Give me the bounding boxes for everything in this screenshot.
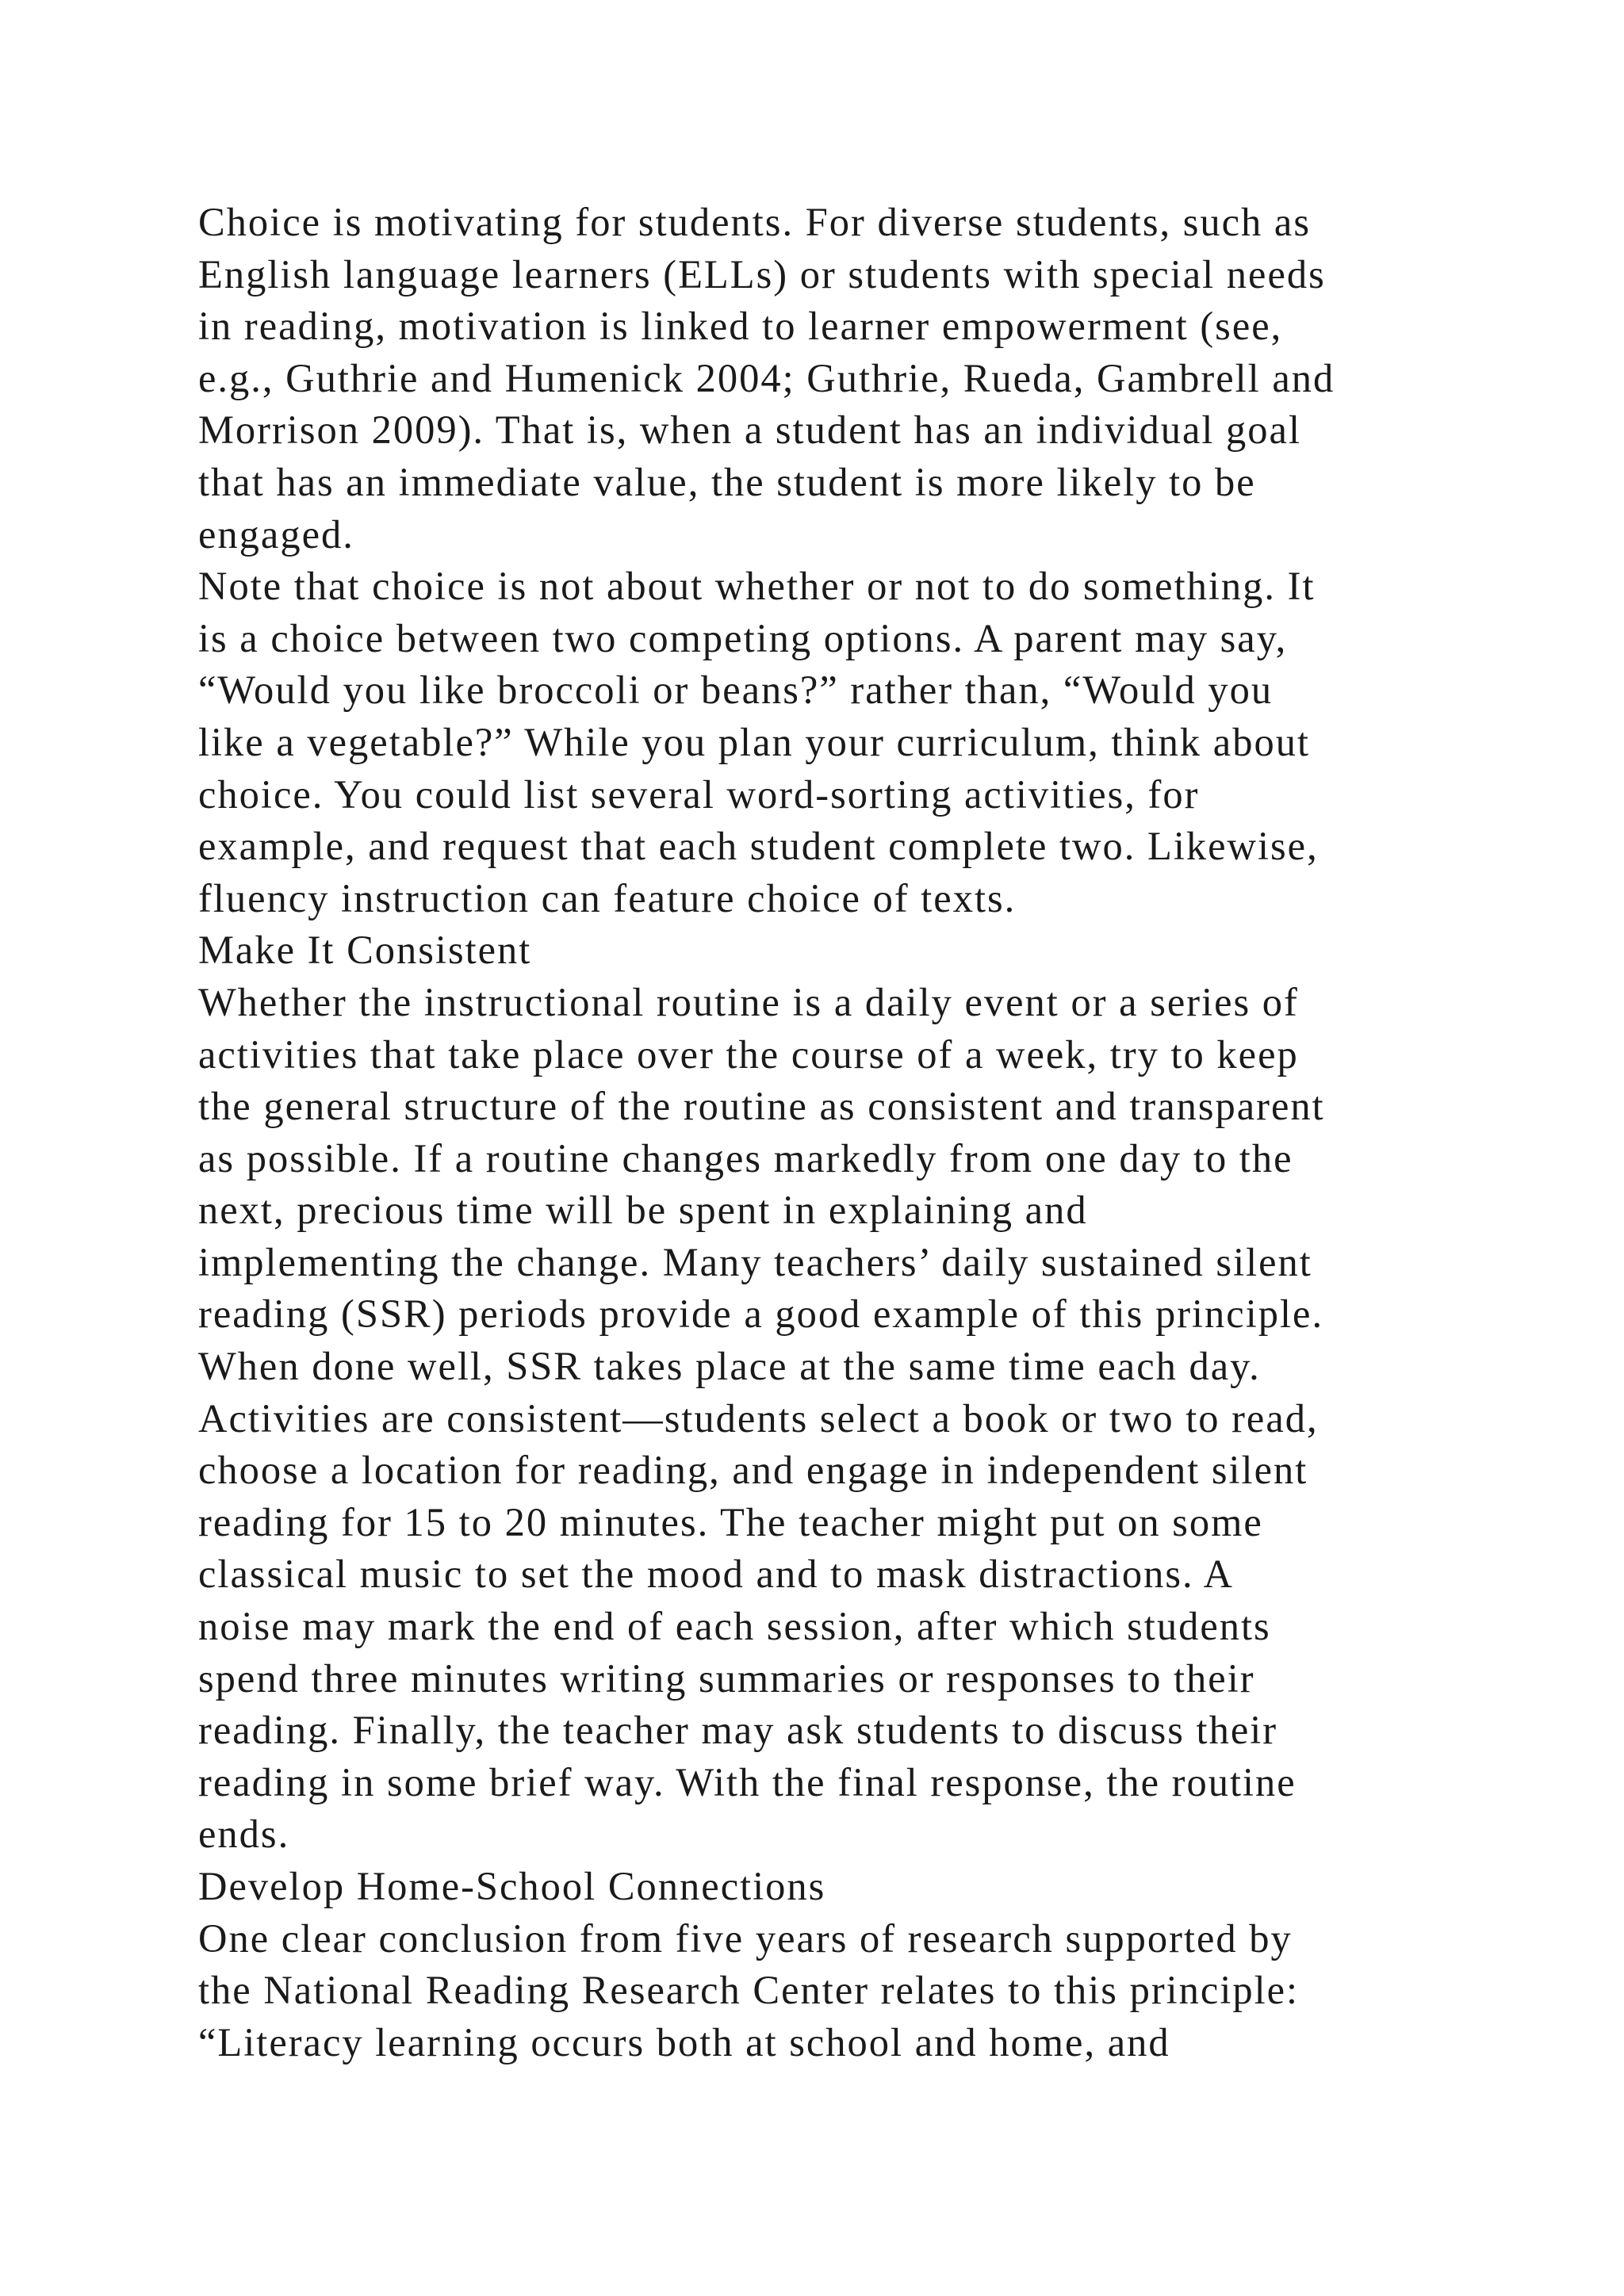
text-line: When done well, SSR takes place at the same time each day. — [198, 1344, 1261, 1389]
text-line: Note that choice is not about whether or not to do something. It — [198, 564, 1316, 609]
text-line: activities that take place over the course of a week, try to keep — [198, 1031, 1299, 1077]
text-line: that has an immediate value, the student is more likely to be — [198, 459, 1256, 504]
text-line: Whether the instructional routine is a daily event or a series of — [198, 979, 1299, 1024]
text-line: English language learners (ELLs) or students with special needs — [198, 251, 1326, 297]
text-line: “Literacy learning occurs both at school and home, and — [198, 2019, 1170, 2064]
text-line: next, precious time will be spent in explaining and — [198, 1188, 1088, 1233]
text-line: classical music to set the mood and to mask distractions. A — [198, 1552, 1234, 1597]
text-line: is a choice between two competing options. A parent may say, — [198, 615, 1288, 660]
text-line: choice. You could list several word-sorting activities, for — [198, 771, 1200, 817]
body-text — [198, 197, 1451, 2068]
text-line: Morrison 2009). That is, when a student has an individual goal — [198, 408, 1301, 453]
text-line: spend three minutes writing summaries or responses to their — [198, 1655, 1255, 1701]
text-line: noise may mark the end of each session, after which students — [198, 1604, 1271, 1649]
text-line: Activities are consistent—students select a book or two to read, — [198, 1395, 1319, 1441]
text-line: implementing the change. Many teachers’ daily sustained silent — [198, 1239, 1312, 1284]
text-line: example, and request that each student complete two. Likewise, — [198, 824, 1319, 869]
text-line: One clear conclusion from five years of research supported by — [198, 1915, 1293, 1961]
text-line: the general structure of the routine as consistent and transparent — [198, 1084, 1325, 1129]
text-line: ends. — [198, 1812, 290, 1857]
section-heading: Make It Consistent — [198, 928, 532, 973]
text-line: the National Reading Research Center relates to this principle: — [198, 1968, 1300, 2013]
text-line: choose a location for reading, and engage in independent silent — [198, 1448, 1308, 1493]
text-line: Choice is motivating for students. For diverse students, such as — [198, 200, 1311, 244]
text-line: reading for 15 to 20 minutes. The teacher might put on some — [198, 1499, 1263, 1544]
text-line: engaged. — [198, 511, 354, 557]
section-heading: Develop Home-School Connections — [198, 1864, 826, 1908]
text-line: reading in some brief way. With the final response, the routine — [198, 1759, 1297, 1804]
text-line: in reading, motivation is linked to learner empowerment (see, — [198, 304, 1283, 349]
text-line: like a vegetable?” While you plan your curriculum, think about — [198, 719, 1310, 764]
text-line: reading (SSR) periods provide a good example of this principle. — [198, 1292, 1324, 1337]
text-line: reading. Finally, the teacher may ask students to discuss their — [198, 1708, 1278, 1753]
text-line: “Would you like broccoli or beans?” rather than, “Would you — [198, 668, 1274, 713]
text-line: as possible. If a routine changes markedly from one day to the — [198, 1135, 1293, 1181]
text-line: e.g., Guthrie and Humenick 2004; Guthrie, Rueda, Gambrell and — [198, 355, 1335, 400]
text-line: fluency instruction can feature choice of texts. — [198, 875, 1017, 920]
